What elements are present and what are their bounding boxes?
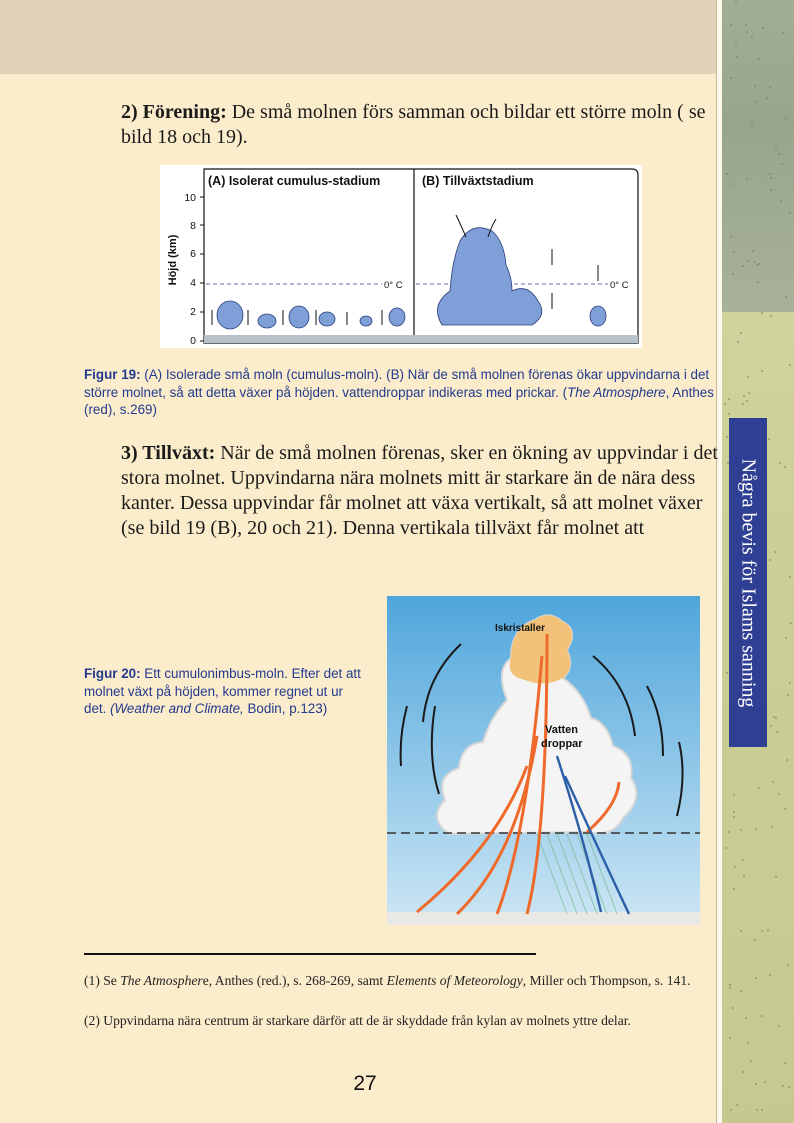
texture-speck: [779, 462, 781, 464]
texture-speck: [730, 183, 732, 185]
texture-speck: [730, 236, 732, 238]
y-axis-label: Höjd (km): [167, 234, 179, 286]
y-tick-8: 8: [190, 220, 196, 232]
texture-speck: [757, 281, 759, 283]
texture-speck: [755, 828, 757, 830]
texture-speck: [740, 829, 742, 831]
texture-speck: [748, 392, 750, 394]
texture-speck: [769, 559, 771, 561]
water-drops-label-2: droppar: [541, 738, 583, 750]
footnote-2: (2) Uppvindarna nära centrum är starkare därför att de är skyddade från kylan av molnets yttre delar.: [84, 1013, 631, 1028]
texture-speck: [789, 212, 791, 214]
texture-speck: [769, 974, 771, 976]
texture-speck: [725, 847, 727, 849]
texture-speck: [786, 759, 788, 761]
section-2-heading: 2) Förening:: [121, 101, 227, 123]
texture-speck: [769, 86, 771, 88]
texture-speck: [726, 173, 728, 175]
texture-speck: [733, 816, 735, 818]
texture-speck: [743, 395, 745, 397]
y-tick-10: 10: [184, 192, 196, 204]
texture-speck: [761, 1015, 763, 1017]
texture-speck: [750, 1060, 752, 1062]
texture-speck: [745, 1017, 747, 1019]
texture-speck: [762, 27, 764, 29]
texture-speck: [733, 811, 735, 813]
ground: [204, 335, 638, 343]
texture-speck: [747, 1042, 749, 1044]
texture-speck: [730, 77, 732, 79]
section-3-paragraph: [121, 441, 721, 541]
texture-speck: [737, 341, 739, 343]
texture-speck: [770, 177, 772, 179]
y-tick-2: 2: [190, 306, 196, 318]
texture-speck: [775, 717, 777, 719]
texture-speck: [747, 376, 749, 378]
side-texture-top: [722, 0, 794, 312]
texture-speck: [769, 173, 771, 175]
texture-speck: [755, 977, 757, 979]
texture-speck: [728, 831, 730, 833]
water-drops-label-1: Vatten: [545, 724, 579, 736]
section-3-heading: 3) Tillväxt:: [121, 442, 216, 464]
page-number: 27: [353, 1072, 377, 1095]
texture-speck: [778, 1025, 780, 1027]
texture-speck: [773, 716, 775, 718]
texture-speck: [752, 250, 754, 252]
panel-b-title: (B) Tillväxtstadium: [422, 174, 534, 188]
y-tick-6: 6: [190, 248, 196, 260]
texture-speck: [751, 36, 753, 38]
figure-19-caption: Figur 19: (A) Isolerade små moln (cumulus-moln). (B) När de små molnen förenas ökar uppvindarna i det större molnet, så att detta växer på höjden. vattendroppar indikeras med prickar. (The Atmosphere, Anthes (red), s.269): [84, 367, 714, 417]
texture-speck: [771, 826, 773, 828]
texture-speck: [754, 85, 756, 87]
texture-speck: [776, 731, 778, 733]
section-2-paragraph: [121, 100, 721, 150]
figure-20-caption-label: Figur 20:: [84, 666, 141, 681]
top-band: [0, 0, 722, 74]
texture-speck: [778, 153, 780, 155]
texture-speck: [761, 1109, 763, 1111]
texture-speck: [736, 1104, 738, 1106]
figure-20-caption: Figur 20: Ett cumulonimbus-moln. Efter det att molnet växt på höjden, kommer regnet ut ur det. (Weather and Climate, Bodin, p.123): [84, 666, 361, 716]
texture-speck: [770, 315, 772, 317]
figure-19: [160, 165, 642, 348]
texture-speck: [740, 332, 742, 334]
footnote-1: (1) Se The Atmosphere, Anthes (red.), s. 268-269, samt Elements of Meteorology, Miller och Thompson, s. 141.: [84, 973, 691, 988]
y-tick-4: 4: [190, 277, 196, 289]
texture-speck: [758, 787, 760, 789]
texture-speck: [778, 793, 780, 795]
y-tick-0: 0: [190, 335, 196, 347]
texture-speck: [733, 794, 735, 796]
freezing-label-b: 0° C: [610, 280, 629, 291]
texture-speck: [790, 622, 792, 624]
texture-speck: [789, 364, 791, 366]
section-3-text: När de små molnen förenas, sker en ökning av uppvindar i det stora molnet. Uppvindarna nära molnets mitt är starkare än de nära dess kanter. Dessa uppvindar får molnet att växa vertikalt, så att molnet växer (se bild 19 (B), 20 och 21). Denna vertikala tillväxt får molnet att: [121, 442, 718, 539]
texture-speck: [730, 24, 732, 26]
texture-speck: [740, 930, 742, 932]
side-tab-label: Några bevis för Islams sanning: [737, 458, 760, 707]
texture-speck: [785, 637, 787, 639]
texture-speck: [787, 694, 789, 696]
texture-speck: [787, 964, 789, 966]
texture-speck: [754, 939, 756, 941]
texture-speck: [774, 551, 776, 553]
figure-20-ground: [387, 912, 700, 925]
texture-speck: [742, 403, 744, 405]
figure-20: [387, 596, 700, 925]
figure-19-caption-label: Figur 19:: [84, 367, 141, 382]
texture-speck: [775, 148, 777, 150]
texture-speck: [770, 189, 772, 191]
side-tab: [729, 418, 767, 747]
footnote-separator: [84, 953, 536, 955]
ice-crystals-label: Iskristaller: [495, 623, 546, 634]
texture-speck: [764, 1081, 766, 1083]
texture-speck: [755, 101, 757, 103]
panel-a-title: (A) Isolerat cumulus-stadium: [208, 174, 381, 188]
freezing-label-a: 0° C: [384, 280, 403, 291]
section-2-text: De små molnen förs samman och bildar ett större moln ( se bild 18 och 19).: [121, 101, 706, 148]
texture-speck: [784, 466, 786, 468]
